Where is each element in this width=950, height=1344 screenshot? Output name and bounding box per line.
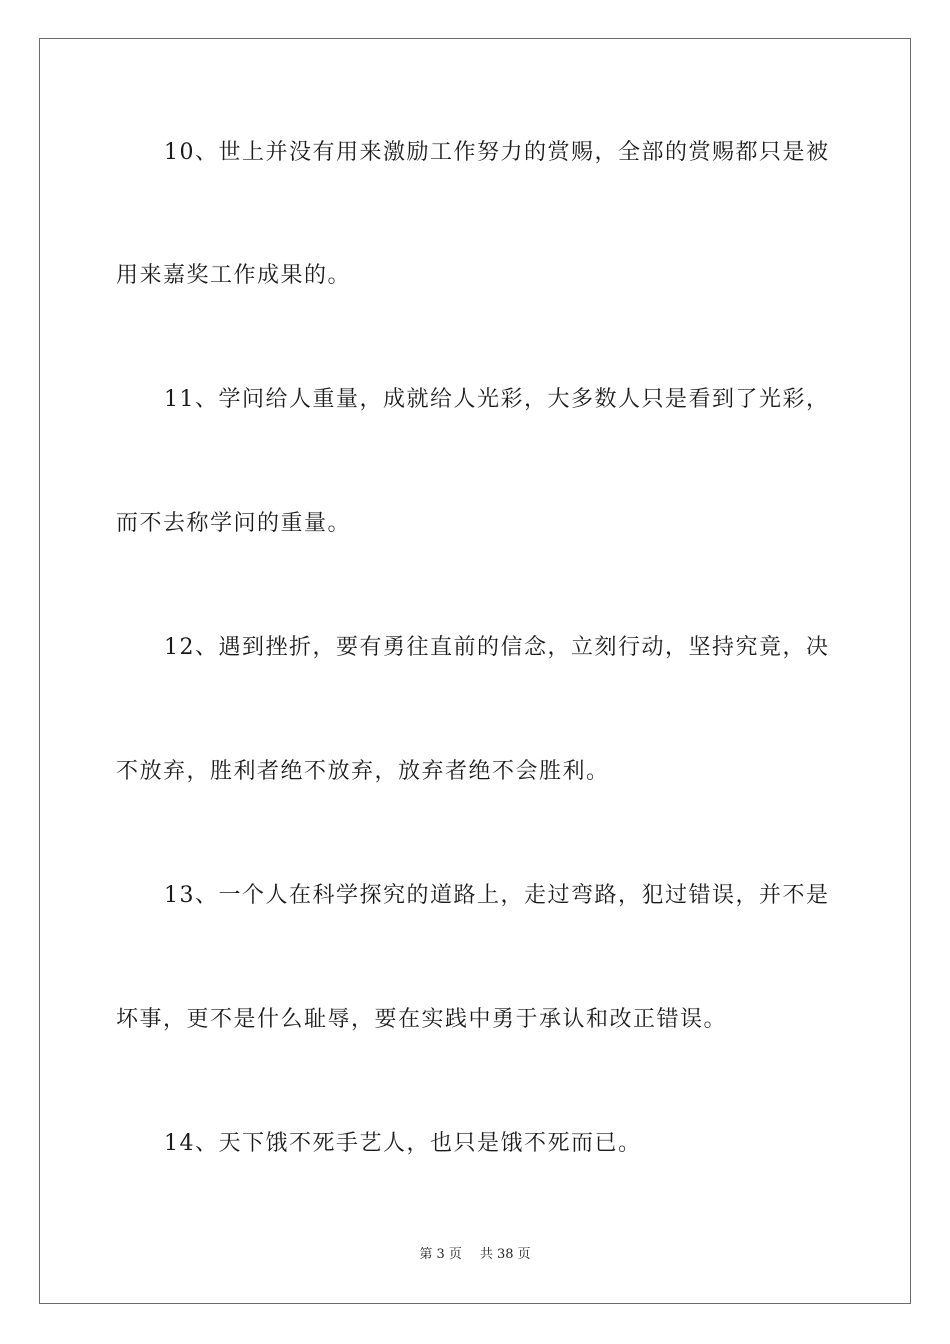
paragraph-11-line-1: 11、学问给人重量，成就给人光彩，大多数人只是看到了光彩，	[164, 387, 830, 412]
paragraph-13-line-2: 坏事，更不是什么耻辱，要在实践中勇于承认和改正错误。	[116, 1007, 728, 1032]
paragraph-11-line-2: 而不去称学问的重量。	[116, 511, 352, 536]
paragraph-12-line-2: 不放弃，胜利者绝不放弃，放弃者绝不会胜利。	[116, 759, 610, 784]
paragraph-12-line-1: 12、遇到挫折，要有勇往直前的信念，立刻行动，坚持究竟，决	[164, 635, 830, 660]
page-number: 第 3 页	[419, 1247, 462, 1262]
page-total: 共 38 页	[479, 1247, 531, 1262]
paragraph-14-line-1: 14、天下饿不死手艺人，也只是饿不死而已。	[164, 1131, 642, 1156]
paragraph-10-line-1: 10、世上并没有用来激励工作努力的赏赐，全部的赏赐都只是被	[164, 140, 830, 165]
paragraph-13-line-1: 13、一个人在科学探究的道路上，走过弯路，犯过错误，并不是	[164, 883, 830, 908]
page-footer	[0, 1246, 950, 1264]
paragraph-10-line-2: 用来嘉奖工作成果的。	[116, 263, 352, 288]
page-border	[39, 38, 911, 1304]
